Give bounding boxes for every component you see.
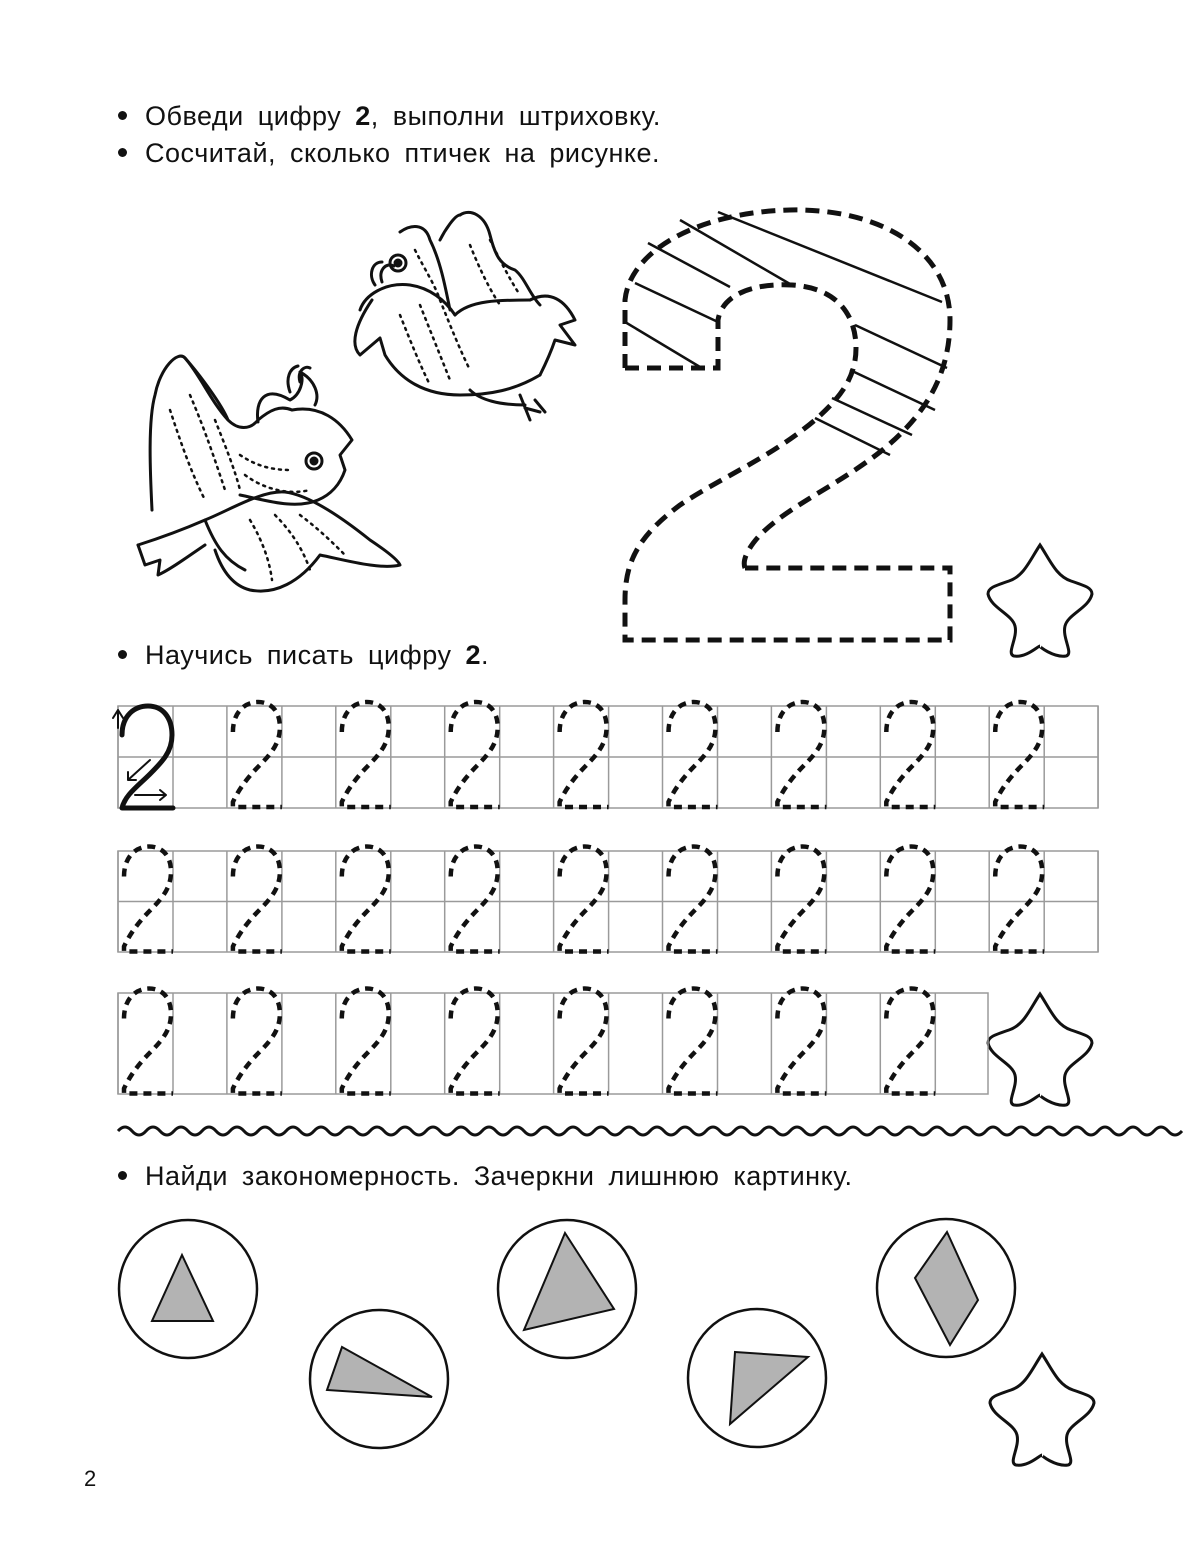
pattern-item-2[interactable] <box>310 1310 448 1448</box>
traced-two[interactable] <box>669 989 718 1094</box>
pattern-item-5[interactable] <box>877 1219 1015 1357</box>
traced-two[interactable] <box>777 847 826 952</box>
instruction-trace-digit: Обведи цифру 2, выполни штриховку. <box>118 101 661 132</box>
traced-two[interactable] <box>342 702 391 807</box>
page-number: 2 <box>84 1466 97 1491</box>
traced-two[interactable] <box>560 702 609 807</box>
triangle-shape <box>327 1347 432 1397</box>
triangle-shape <box>152 1255 213 1321</box>
traced-two[interactable] <box>995 702 1044 807</box>
traced-two[interactable] <box>451 847 500 952</box>
instruction-learn-write: Научись писать цифру 2. <box>118 640 489 671</box>
instruction-count-birds: Сосчитай, сколько птичек на рисунке. <box>118 138 660 169</box>
traced-two[interactable] <box>560 989 609 1094</box>
traced-digit-twos <box>124 702 1044 1094</box>
pattern-item-1[interactable] <box>119 1220 257 1358</box>
traced-two[interactable] <box>560 847 609 952</box>
pattern-item-4[interactable] <box>688 1309 826 1447</box>
traced-two[interactable] <box>233 847 282 952</box>
bird-icon <box>355 212 575 420</box>
bird-icon <box>138 356 400 591</box>
traced-two[interactable] <box>342 847 391 952</box>
traced-two[interactable] <box>669 702 718 807</box>
big-digit-two-outline <box>625 210 950 640</box>
triangle-shape <box>524 1233 614 1330</box>
traced-two[interactable] <box>995 847 1044 952</box>
traced-two[interactable] <box>124 847 173 952</box>
instruction-find-pattern: Найди закономерность. Зачеркни лишнюю картинку. <box>118 1161 853 1192</box>
pattern-sequence <box>119 1219 1015 1448</box>
traced-two[interactable] <box>886 989 935 1094</box>
traced-two[interactable] <box>342 989 391 1094</box>
writing-practice-grid <box>118 706 1098 1094</box>
traced-two[interactable] <box>777 989 826 1094</box>
traced-two[interactable] <box>669 847 718 952</box>
traced-two[interactable] <box>233 989 282 1094</box>
pattern-item-3[interactable] <box>498 1220 636 1358</box>
triangle-shape <box>730 1352 808 1424</box>
rhombus-shape <box>915 1232 978 1345</box>
traced-two[interactable] <box>124 989 173 1094</box>
star-icon <box>988 545 1092 656</box>
traced-two[interactable] <box>451 989 500 1094</box>
star-icon <box>988 994 1092 1105</box>
traced-two[interactable] <box>451 702 500 807</box>
traced-two[interactable] <box>886 847 935 952</box>
star-icon <box>990 1354 1094 1465</box>
traced-two[interactable] <box>233 702 282 807</box>
wavy-divider <box>118 1127 1182 1135</box>
traced-two[interactable] <box>777 702 826 807</box>
traced-two[interactable] <box>886 702 935 807</box>
